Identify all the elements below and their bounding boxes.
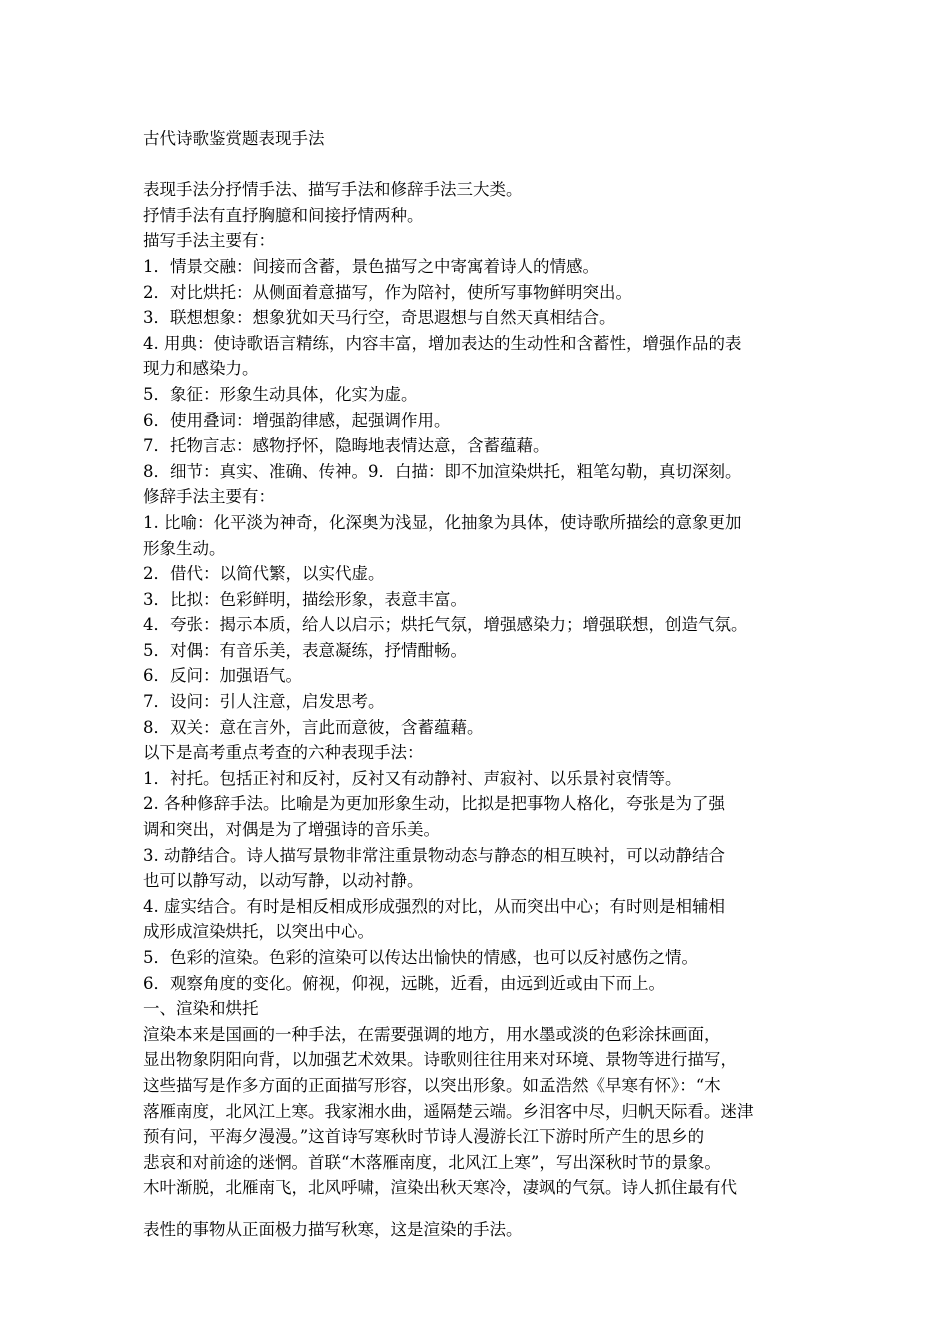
text-line: 调和突出，对偶是为了增强诗的音乐美。 [143,820,440,840]
text-line: 渲染本来是国画的一种手法，在需要强调的地方，用水墨或淡的色彩涂抹画面， [143,1024,721,1044]
text-line: 也可以静写动，以动写静，以动衬静。 [143,871,424,891]
section-heading: 一、渲染和烘托 [143,999,259,1019]
text-line: 以下是高考重点考查的六种表现手法： [143,743,424,763]
text-line: 形象生动。 [143,538,226,558]
text-line: 5．对偶：有音乐美，表意凝练，抒情酣畅。 [143,640,467,660]
text-line: 预有问，平海夕漫漫。”这首诗写寒秋时节诗人漫游长江下游时所产生的思乡的 [143,1127,705,1147]
text-line: 表现手法分抒情手法、描写手法和修辞手法三大类。 [143,180,523,200]
text-line: 2. 各种修辞手法。比喻是为更加形象生动，比拟是把事物人格化，夸张是为了强 [143,794,725,814]
document-lines [143,177,811,1242]
document-title: 古代诗歌鉴赏题表现手法 [143,129,325,148]
text-line: 显出物象阴阳向背，以加强艺术效果。诗歌则往往用来对环境、景物等进行描写， [143,1050,737,1070]
text-line: 6．使用叠词：增强韵律感，起强调作用。 [143,410,451,430]
text-line: 2．借代：以简代繁，以实代虚。 [143,564,385,584]
text-line: 1．衬托。包括正衬和反衬，反衬又有动静衬、声寂衬、以乐景衬哀情等。 [143,768,682,788]
text-line: 1．情景交融：间接而含蓄，景色描写之中寄寓着诗人的情感。 [143,256,599,276]
text-line: 3. 动静结合。诗人描写景物非常注重景物动态与静态的相互映衬，可以动静结合 [143,845,725,865]
text-line: 2．对比烘托：从侧面着意描写，作为陪衬，使所写事物鲜明突出。 [143,282,632,302]
text-line-last: 表性的事物从正面极力描写秋寒，这是渲染的手法。 [143,1219,523,1239]
text-line: 落雁南度，北风江上寒。我家湘水曲，遥隔楚云端。乡泪客中尽，归帆天际看。迷津 [143,1101,754,1121]
text-line: 3．比拟：色彩鲜明，描绘形象，表意丰富。 [143,589,467,609]
text-line: 木叶渐脱，北雁南飞，北风呼啸，渲染出秋天寒冷，凄飒的气氛。诗人抓住最有代 [143,1178,737,1198]
text-line: 6．观察角度的变化。俯视，仰视，远眺，近看，由远到近或由下而上。 [143,973,665,993]
document-body [143,126,811,1243]
text-line: 7．托物言志：感物抒怀，隐晦地表情达意，含蓄蕴藉。 [143,436,550,456]
text-line: 3．联想想象：想象犹如天马行空，奇思遐想与自然天真相结合。 [143,308,616,328]
text-line: 5．象征：形象生动具体，化实为虚。 [143,384,418,404]
text-line: 6．反问：加强语气。 [143,666,302,686]
text-line: 这些描写是作多方面的正面描写形容，以突出形象。如孟浩然《早寒有怀》：“木 [143,1075,721,1095]
text-line: 1. 比喻：化平淡为神奇，化深奥为浅显，化抽象为具体，使诗歌所描绘的意象更加 [143,512,742,532]
text-line: 5．色彩的渲染。色彩的渲染可以传达出愉快的情感，也可以反衬感伤之情。 [143,948,698,967]
text-line: 4. 虚实结合。有时是相反相成形成强烈的对比，从而突出中心；有时则是相辅相 [143,896,725,916]
text-line: 8．双关：意在言外，言此而意彼，含蓄蕴藉。 [143,717,484,737]
text-line: 7．设问：引人注意，启发思考。 [143,692,385,712]
text-line: 悲哀和对前途的迷惘。首联“木落雁南度，北风江上寒”，写出深秋时节的景象。 [143,1152,721,1172]
text-line: 抒情手法有直抒胸臆和间接抒情两种。 [143,205,424,225]
text-line: 描写手法主要有： [143,231,275,251]
text-line: 成形成渲染烘托，以突出中心。 [143,922,374,942]
text-line: 4．夸张：揭示本质，给人以启示；烘托气氛，增强感染力；增强联想，创造气氛。 [143,615,748,635]
text-line: 8．细节：真实、准确、传神。9．白描：即不加渲染烘托，粗笔勾勒，真切深刻。 [143,461,742,481]
text-line: 4. 用典：使诗歌语言精练，内容丰富，增加表达的生动性和含蓄性，增强作品的表 [143,333,742,353]
text-line: 现力和感染力。 [143,359,259,379]
text-line: 修辞手法主要有： [143,487,275,507]
